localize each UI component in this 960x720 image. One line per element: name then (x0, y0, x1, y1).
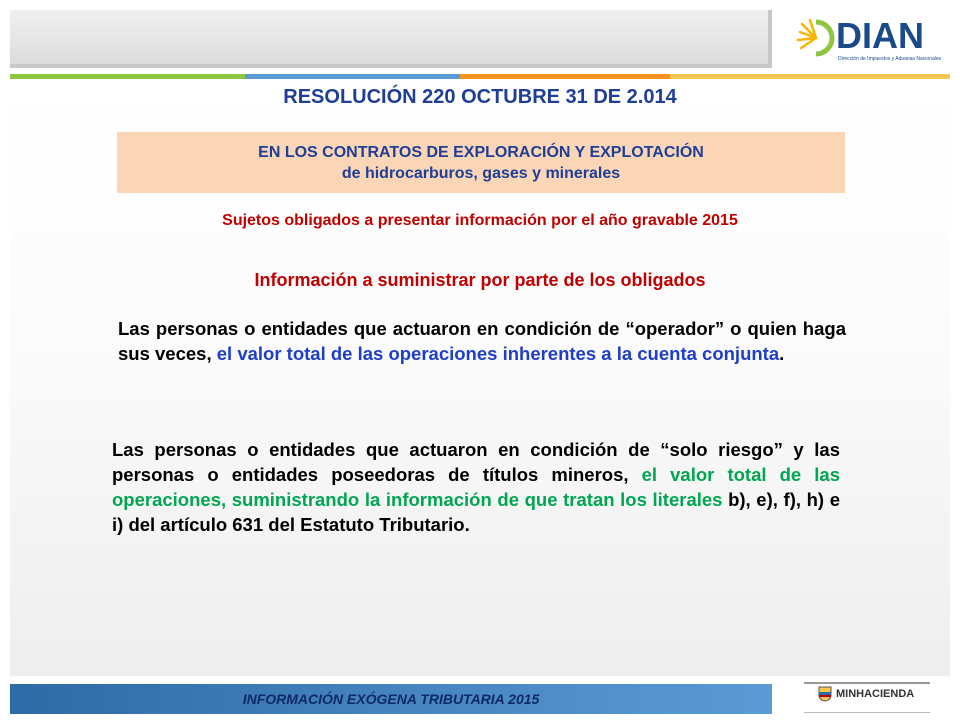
dian-tagline: Dirección de Impuestos y Aduanas Nacionales (838, 56, 942, 62)
stripe-green (10, 74, 245, 79)
stripe-orange (460, 74, 670, 79)
paragraph-operador-text: Las personas o entidades que actuaron en condición de “operador” o quien haga sus veces, (118, 318, 846, 364)
stripe-blue (245, 74, 460, 79)
paragraph-operador-highlight: el valor total de las operaciones inherentes a la cuenta conjunta (216, 343, 780, 364)
dian-logo: DIAN (836, 15, 924, 56)
footer-title: INFORMACIÓN EXÓGENA TRIBUTARIA 2015 (242, 691, 540, 707)
header-stripes (10, 74, 950, 79)
stripe-yellow (670, 74, 950, 79)
paragraph-solo-riesgo (112, 437, 840, 537)
highlight-box (117, 132, 845, 193)
paragraph-operador-end: . (779, 343, 785, 364)
paragraph-operador (118, 316, 846, 366)
paragraph-solo-riesgo-end: b), e), f), h) e i) del artículo 631 del Estatuto Tributario. (112, 489, 840, 535)
paragraph-solo-riesgo-text: Las personas o entidades que actuaron en condición de “solo riesgo” y las personas o entidades poseedoras de títulos mineros, (112, 439, 840, 485)
highlight-box-line1: EN LOS CONTRATOS DE EXPLORACIÓN Y EXPLOTACIÓN (258, 144, 704, 161)
highlight-box-line2: de hidrocarburos, gases y minerales (341, 165, 621, 182)
subtitle: Sujetos obligados a presentar información por el año gravable 2015 (222, 212, 738, 229)
coat-of-arms-icon (818, 686, 832, 702)
minhacienda-text: MINHACIENDA (836, 688, 915, 700)
info-heading: Información a suministrar por parte de los obligados (254, 270, 706, 290)
header-bar (10, 10, 772, 68)
page-title: RESOLUCIÓN 220 OCTUBRE 31 DE 2.014 (283, 86, 677, 108)
paragraph-solo-riesgo-highlight: el valor total de las operaciones, suministrando la información de que tratan los literales (112, 464, 840, 510)
dian-sun-icon (796, 18, 836, 58)
